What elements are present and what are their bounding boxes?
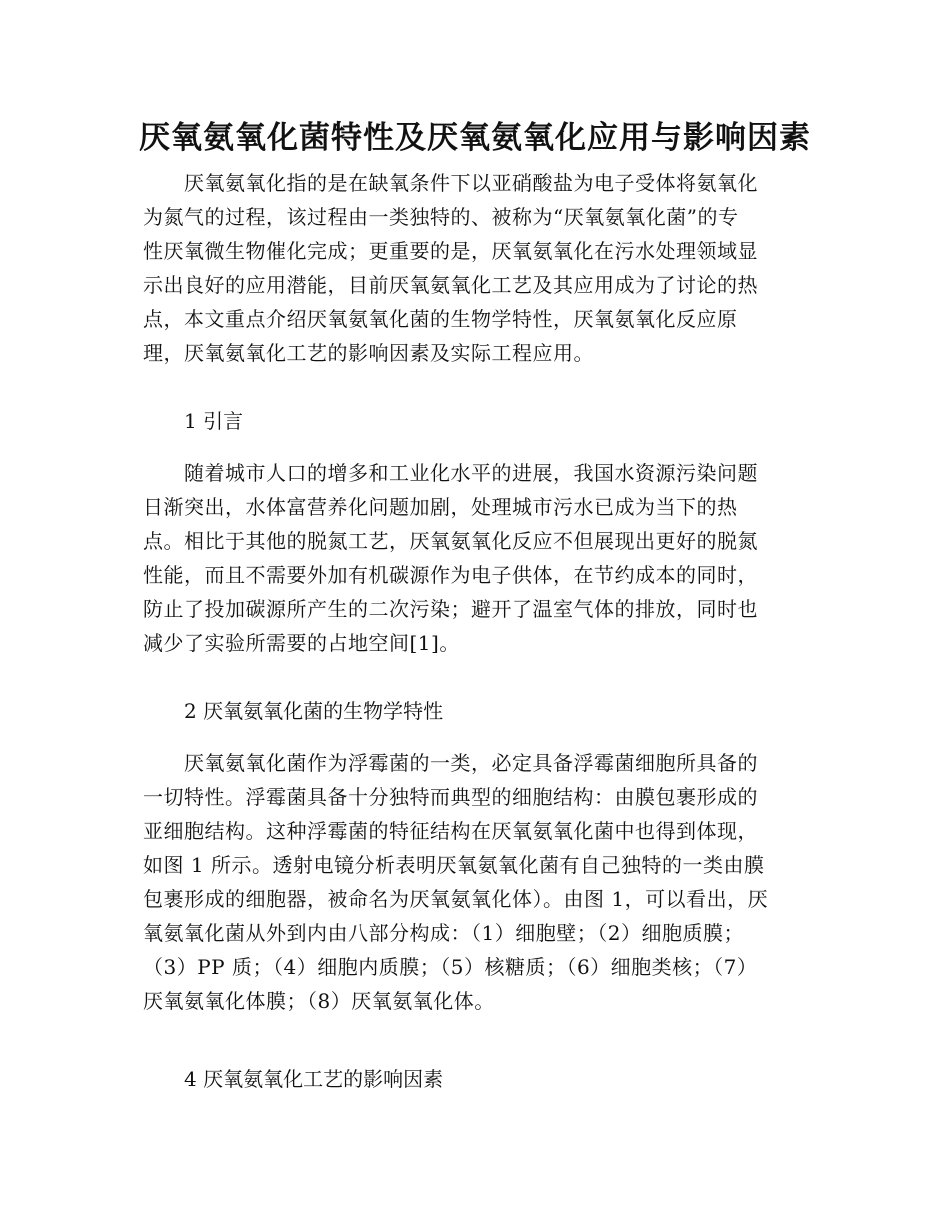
section2-paragraph bbox=[143, 746, 803, 1018]
paragraph-line: 点，本文重点介绍厌氧氨氧化菌的生物学特性，厌氧氨氧化反应原 bbox=[143, 307, 738, 331]
paragraph-line: 点。相比于其他的脱氮工艺，厌氧氨氧化反应不但展现出更好的脱氮 bbox=[143, 529, 758, 553]
paragraph-line: 亚细胞结构。这种浮霉菌的特征结构在厌氧氨氧化菌中也得到体现， bbox=[143, 819, 758, 843]
paragraph-line: 性能，而且不需要外加有机碳源作为电子供体，在节约成本的同时， bbox=[143, 563, 758, 587]
paragraph-line: 厌氧氨氧化指的是在缺氧条件下以亚硝酸盐为电子受体将氨氧化 bbox=[184, 171, 758, 195]
section-heading-1: 1 引言 bbox=[184, 409, 244, 433]
paragraph-line: 为氮气的过程，该过程由一类独特的、被称为“厌氧氨氧化菌”的专 bbox=[143, 205, 739, 229]
paragraph-line: 氧氨氧化菌从外到内由八部分构成：（1）细胞壁；（2）细胞质膜； bbox=[143, 921, 744, 945]
section-heading-4: 4 厌氧氨氧化工艺的影响因素 bbox=[184, 1067, 444, 1091]
paragraph-line: 防止了投加碳源所产生的二次污染；避开了温室气体的排放，同时也 bbox=[143, 597, 758, 621]
section1-paragraph bbox=[143, 456, 803, 660]
paragraph-line: 性厌氧微生物催化完成；更重要的是，厌氧氨氧化在污水处理领域显 bbox=[143, 239, 758, 263]
intro-paragraph bbox=[143, 166, 803, 370]
paragraph-line: 随着城市人口的增多和工业化水平的进展，我国水资源污染问题 bbox=[184, 461, 758, 485]
paragraph-line: 日渐突出，水体富营养化问题加剧，处理城市污水已成为当下的热 bbox=[143, 495, 738, 519]
paragraph-line: 理，厌氧氨氧化工艺的影响因素及实际工程应用。 bbox=[143, 341, 594, 365]
document-title: 厌氧氨氧化菌特性及厌氧氨氧化应用与影响因素 bbox=[139, 120, 811, 156]
paragraph-line: 示出良好的应用潜能，目前厌氧氨氧化工艺及其应用成为了讨论的热 bbox=[143, 273, 758, 297]
paragraph-line: 一切特性。浮霉菌具备十分独特而典型的细胞结构：由膜包裹形成的 bbox=[143, 785, 758, 809]
paragraph-line: （3）PP 质；（4）细胞内质膜；（5）核糖质；（6）细胞类核；（7） bbox=[143, 955, 758, 979]
paragraph-line: 减少了实验所需要的占地空间[1]。 bbox=[143, 631, 460, 655]
paragraph-line: 厌氧氨氧化菌作为浮霉菌的一类，必定具备浮霉菌细胞所具备的 bbox=[184, 751, 758, 775]
section-heading-2: 2 厌氧氨氧化菌的生物学特性 bbox=[184, 699, 444, 723]
paragraph-line: 包裹形成的细胞器，被命名为厌氧氨氧化体）。由图 1，可以看出，厌 bbox=[143, 887, 769, 911]
paragraph-line: 厌氧氨氧化体膜；（8）厌氧氨氧化体。 bbox=[143, 989, 495, 1013]
paragraph-line: 如图 1 所示。透射电镜分析表明厌氧氨氧化菌有自己独特的一类由膜 bbox=[143, 853, 765, 877]
